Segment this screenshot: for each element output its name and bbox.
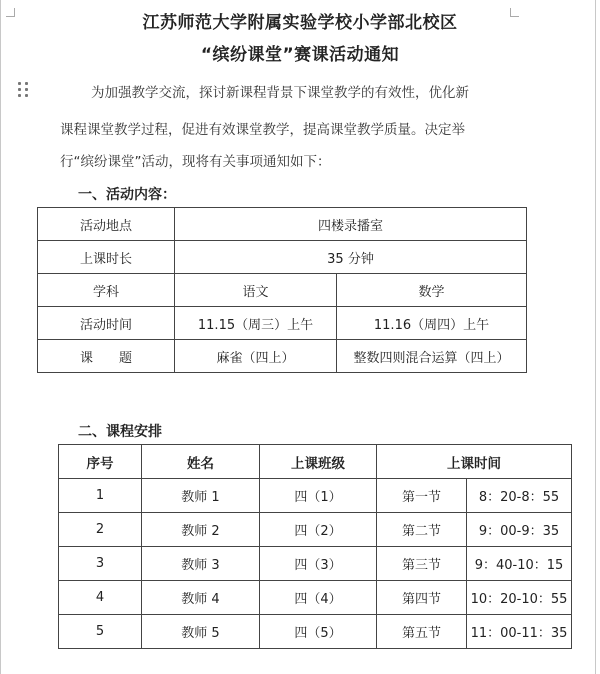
row-name: 教师 1 xyxy=(142,479,260,513)
topic-math: 整数四则混合运算（四上） xyxy=(337,340,527,373)
duration-label: 上课时长 xyxy=(38,241,175,274)
subject-math: 数学 xyxy=(337,274,527,307)
row-time: 9：00-9：35 xyxy=(467,513,572,547)
table-row xyxy=(38,307,527,340)
table-row xyxy=(59,615,572,649)
row-no: 5 xyxy=(59,615,142,649)
time-math: 11.16（周四）上午 xyxy=(337,307,527,340)
row-class: 四（1） xyxy=(260,479,377,513)
time-chinese: 11.15（周三）上午 xyxy=(175,307,337,340)
row-period: 第四节 xyxy=(377,581,467,615)
col-header-name: 姓名 xyxy=(142,445,260,479)
row-period: 第一节 xyxy=(377,479,467,513)
table-header-row xyxy=(59,445,572,479)
intro-line-3: 行“缤纷课堂”活动，现将有关事项通知如下： xyxy=(60,154,331,170)
row-name: 教师 5 xyxy=(142,615,260,649)
table-row xyxy=(59,547,572,581)
table-row xyxy=(59,479,572,513)
row-no: 2 xyxy=(59,513,142,547)
row-no: 1 xyxy=(59,479,142,513)
row-time: 10：20-10：55 xyxy=(467,581,572,615)
row-period: 第五节 xyxy=(377,615,467,649)
topic-label: 课 题 xyxy=(38,340,175,373)
row-time: 8：20-8：55 xyxy=(467,479,572,513)
document-title: 江苏师范大学附属实验学校小学部北校区 xyxy=(142,13,458,33)
location-label: 活动地点 xyxy=(38,208,175,241)
row-name: 教师 4 xyxy=(142,581,260,615)
table-row xyxy=(38,208,527,241)
table-row xyxy=(38,241,527,274)
row-period: 第三节 xyxy=(377,547,467,581)
subject-label: 学科 xyxy=(38,274,175,307)
intro-line-2: 课程课堂教学过程，促进有效课堂教学，提高课堂教学质量。决定举 xyxy=(60,122,465,138)
row-class: 四（2） xyxy=(260,513,377,547)
subject-chinese: 语文 xyxy=(175,274,337,307)
col-header-time: 上课时间 xyxy=(377,445,572,479)
table-row xyxy=(59,513,572,547)
page-edge-right xyxy=(595,0,596,674)
row-name: 教师 3 xyxy=(142,547,260,581)
row-time: 9：40-10：15 xyxy=(467,547,572,581)
row-no: 4 xyxy=(59,581,142,615)
activity-table xyxy=(37,207,527,373)
page-edge-left xyxy=(0,0,1,674)
table-row xyxy=(38,340,527,373)
row-class: 四（5） xyxy=(260,615,377,649)
document-subtitle: “缤纷课堂”赛课活动通知 xyxy=(200,45,400,65)
duration-value: 35 分钟 xyxy=(175,241,527,274)
section2-heading: 二、课程安排 xyxy=(78,424,162,440)
section1-heading: 一、活动内容： xyxy=(78,187,176,203)
row-time: 11：00-11：35 xyxy=(467,615,572,649)
topic-chinese: 麻雀（四上） xyxy=(175,340,337,373)
row-class: 四（3） xyxy=(260,547,377,581)
table-row xyxy=(38,274,527,307)
intro-line-1: 为加强教学交流，探讨新课程背景下课堂教学的有效性，优化新 xyxy=(91,85,469,101)
row-name: 教师 2 xyxy=(142,513,260,547)
time-label: 活动时间 xyxy=(38,307,175,340)
col-header-no: 序号 xyxy=(59,445,142,479)
col-header-class: 上课班级 xyxy=(260,445,377,479)
schedule-table xyxy=(58,444,572,649)
location-value: 四楼录播室 xyxy=(175,208,527,241)
row-period: 第二节 xyxy=(377,513,467,547)
row-class: 四（4） xyxy=(260,581,377,615)
row-no: 3 xyxy=(59,547,142,581)
drag-handle-icon[interactable] xyxy=(16,82,32,100)
table-row xyxy=(59,581,572,615)
